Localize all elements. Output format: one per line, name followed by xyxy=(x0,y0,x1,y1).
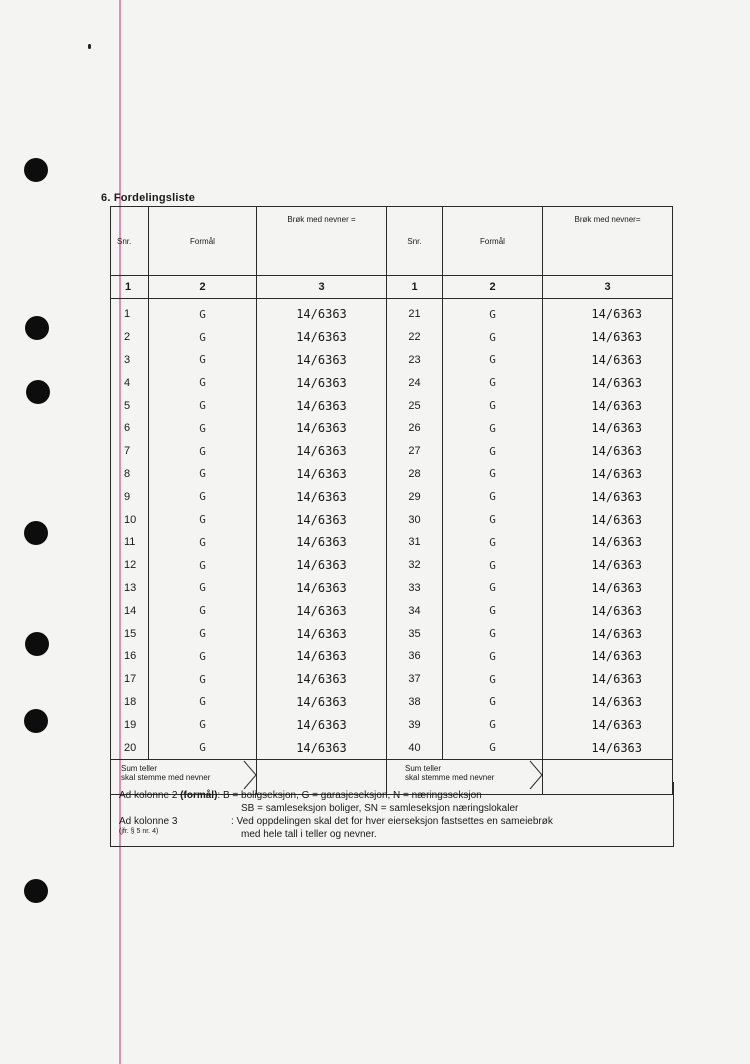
formal-cell: G xyxy=(443,508,543,531)
brok-cell: 14/6363 xyxy=(543,713,673,736)
formal-cell: G xyxy=(443,599,543,622)
formal-cell: G xyxy=(443,622,543,645)
table-row xyxy=(111,417,673,440)
snr-cell: 4 xyxy=(111,371,149,394)
column-number: 3 xyxy=(543,276,673,299)
brok-cell: 14/6363 xyxy=(257,303,387,326)
punch-hole xyxy=(26,380,50,404)
note-kolonne3-ref: (jfr. § 5 nr. 4) xyxy=(119,828,159,835)
section-title xyxy=(101,192,195,204)
table-row xyxy=(111,303,673,326)
snr-cell: 13 xyxy=(111,577,149,600)
table-row xyxy=(111,713,673,736)
formal-cell: G xyxy=(443,691,543,714)
formal-cell: G xyxy=(443,554,543,577)
note-kolonne2-line1: : B = boligseksjon, G = garasjeseksjon, N = næringsseksjon xyxy=(217,790,482,801)
brok-cell: 14/6363 xyxy=(543,531,673,554)
snr-cell: 7 xyxy=(111,440,149,463)
snr-cell: 14 xyxy=(111,599,149,622)
sum-line1: Sum teller xyxy=(405,763,442,773)
snr-cell: 6 xyxy=(111,417,149,440)
formal-cell: G xyxy=(149,736,257,759)
brok-cell: 14/6363 xyxy=(543,326,673,349)
snr-cell: 38 xyxy=(387,691,443,714)
snr-cell: 39 xyxy=(387,713,443,736)
table-row xyxy=(111,736,673,759)
table-row xyxy=(111,463,673,486)
snr-cell: 9 xyxy=(111,485,149,508)
formal-cell: G xyxy=(149,485,257,508)
formal-cell: G xyxy=(149,645,257,668)
table-row xyxy=(111,645,673,668)
punch-hole xyxy=(24,879,48,903)
brok-cell: 14/6363 xyxy=(257,668,387,691)
formal-cell: G xyxy=(149,417,257,440)
table-row xyxy=(111,326,673,349)
snr-cell: 27 xyxy=(387,440,443,463)
brok-cell: 14/6363 xyxy=(543,371,673,394)
snr-cell: 5 xyxy=(111,394,149,417)
brok-cell: 14/6363 xyxy=(543,463,673,486)
table-row xyxy=(111,622,673,645)
table-row xyxy=(111,554,673,577)
brok-cell: 14/6363 xyxy=(257,622,387,645)
formal-cell: G xyxy=(149,554,257,577)
snr-cell: 10 xyxy=(111,508,149,531)
header-brok: Brøk med nevner = xyxy=(257,207,387,276)
formal-cell: G xyxy=(149,622,257,645)
note-kolonne2-bold: (formål) xyxy=(180,790,218,801)
formal-cell: G xyxy=(149,349,257,372)
snr-cell: 34 xyxy=(387,599,443,622)
snr-cell: 37 xyxy=(387,668,443,691)
formal-cell: G xyxy=(443,440,543,463)
formal-cell: G xyxy=(149,577,257,600)
sum-line2: skal stemme med nevner xyxy=(405,772,495,782)
snr-cell: 33 xyxy=(387,577,443,600)
note-kolonne2-line2: SB = samleseksjon boliger, SN = samleseksjon næringslokaler xyxy=(241,803,519,814)
brok-cell: 14/6363 xyxy=(257,326,387,349)
table-row xyxy=(111,577,673,600)
brok-cell: 14/6363 xyxy=(257,713,387,736)
snr-cell: 36 xyxy=(387,645,443,668)
brok-cell: 14/6363 xyxy=(543,622,673,645)
table-row xyxy=(111,531,673,554)
brok-cell: 14/6363 xyxy=(257,349,387,372)
formal-cell: G xyxy=(443,531,543,554)
header-brok-right: Brøk med nevner= xyxy=(543,207,673,276)
snr-cell: 16 xyxy=(111,645,149,668)
formal-cell: G xyxy=(149,599,257,622)
brok-cell: 14/6363 xyxy=(543,577,673,600)
brok-cell: 14/6363 xyxy=(543,394,673,417)
brok-cell: 14/6363 xyxy=(257,736,387,759)
column-number: 2 xyxy=(149,276,257,299)
brok-cell: 14/6363 xyxy=(543,508,673,531)
brok-cell: 14/6363 xyxy=(257,508,387,531)
distribution-table xyxy=(110,206,673,795)
snr-cell: 18 xyxy=(111,691,149,714)
section-number: 6. xyxy=(101,192,111,204)
formal-cell: G xyxy=(149,463,257,486)
brok-cell: 14/6363 xyxy=(257,531,387,554)
formal-cell: G xyxy=(443,303,543,326)
brok-cell: 14/6363 xyxy=(543,736,673,759)
table-header-row xyxy=(111,207,673,276)
brok-cell: 14/6363 xyxy=(543,668,673,691)
snr-cell: 12 xyxy=(111,554,149,577)
table-row xyxy=(111,485,673,508)
table-row xyxy=(111,668,673,691)
note-kolonne3-line1: : Ved oppdelingen skal det for hver eierseksjon fastsettes en sameiebrøk xyxy=(231,816,553,827)
brok-cell: 14/6363 xyxy=(257,440,387,463)
column-number: 3 xyxy=(257,276,387,299)
snr-cell: 19 xyxy=(111,713,149,736)
notes-box xyxy=(110,782,674,847)
formal-cell: G xyxy=(443,736,543,759)
snr-cell: 1 xyxy=(111,303,149,326)
brok-cell: 14/6363 xyxy=(543,349,673,372)
formal-cell: G xyxy=(149,326,257,349)
snr-cell: 11 xyxy=(111,531,149,554)
snr-cell: 30 xyxy=(387,508,443,531)
brok-cell: 14/6363 xyxy=(257,691,387,714)
punch-hole xyxy=(24,158,48,182)
formal-cell: G xyxy=(149,371,257,394)
formal-cell: G xyxy=(149,713,257,736)
table-row xyxy=(111,371,673,394)
snr-cell: 25 xyxy=(387,394,443,417)
snr-cell: 17 xyxy=(111,668,149,691)
snr-cell: 20 xyxy=(111,736,149,759)
brok-cell: 14/6363 xyxy=(543,417,673,440)
snr-cell: 3 xyxy=(111,349,149,372)
table-row xyxy=(111,599,673,622)
snr-cell: 24 xyxy=(387,371,443,394)
snr-cell: 35 xyxy=(387,622,443,645)
snr-cell: 26 xyxy=(387,417,443,440)
note-kolonne3-line2: med hele tall i teller og nevner. xyxy=(241,829,377,840)
brok-cell: 14/6363 xyxy=(543,303,673,326)
brok-cell: 14/6363 xyxy=(257,554,387,577)
formal-cell: G xyxy=(443,326,543,349)
formal-cell: G xyxy=(149,531,257,554)
formal-cell: G xyxy=(149,394,257,417)
punch-hole xyxy=(25,316,49,340)
column-number: 1 xyxy=(111,276,149,299)
punch-hole xyxy=(25,632,49,656)
brok-cell: 14/6363 xyxy=(543,554,673,577)
section-title-text: Fordelingsliste xyxy=(113,192,196,204)
brok-cell: 14/6363 xyxy=(257,417,387,440)
brok-cell: 14/6363 xyxy=(543,485,673,508)
formal-cell: G xyxy=(443,577,543,600)
header-snr-right: Snr. xyxy=(387,207,443,276)
formal-cell: G xyxy=(443,485,543,508)
formal-cell: G xyxy=(149,508,257,531)
formal-cell: G xyxy=(149,691,257,714)
formal-cell: G xyxy=(443,349,543,372)
formal-cell: G xyxy=(443,713,543,736)
note-kolonne2-label: Ad kolonne 2 xyxy=(119,790,181,801)
note-kolonne2 xyxy=(119,790,482,801)
formal-cell: G xyxy=(443,394,543,417)
formal-cell: G xyxy=(149,303,257,326)
formal-cell: G xyxy=(443,645,543,668)
snr-cell: 28 xyxy=(387,463,443,486)
snr-cell: 31 xyxy=(387,531,443,554)
column-number: 2 xyxy=(443,276,543,299)
brok-cell: 14/6363 xyxy=(257,394,387,417)
snr-cell: 22 xyxy=(387,326,443,349)
brok-cell: 14/6363 xyxy=(543,691,673,714)
brok-cell: 14/6363 xyxy=(257,485,387,508)
punch-hole xyxy=(24,709,48,733)
snr-cell: 40 xyxy=(387,736,443,759)
snr-cell: 32 xyxy=(387,554,443,577)
table-row xyxy=(111,691,673,714)
formal-cell: G xyxy=(443,371,543,394)
ink-speck xyxy=(88,44,91,49)
brok-cell: 14/6363 xyxy=(543,645,673,668)
snr-cell: 15 xyxy=(111,622,149,645)
sum-line1: Sum teller xyxy=(121,763,158,773)
note-kolonne3-label: Ad kolonne 3 xyxy=(119,816,178,827)
punch-hole xyxy=(24,521,48,545)
formal-cell: G xyxy=(443,668,543,691)
snr-cell: 23 xyxy=(387,349,443,372)
brok-cell: 14/6363 xyxy=(543,440,673,463)
snr-cell: 2 xyxy=(111,326,149,349)
formal-cell: G xyxy=(149,668,257,691)
table-row xyxy=(111,508,673,531)
header-snr: Snr. xyxy=(111,207,149,276)
brok-cell: 14/6363 xyxy=(543,599,673,622)
formal-cell: G xyxy=(443,463,543,486)
header-formal-right: Formål xyxy=(443,207,543,276)
header-formal: Formål xyxy=(149,207,257,276)
brok-cell: 14/6363 xyxy=(257,463,387,486)
snr-cell: 8 xyxy=(111,463,149,486)
table-row xyxy=(111,440,673,463)
brok-cell: 14/6363 xyxy=(257,371,387,394)
brok-cell: 14/6363 xyxy=(257,577,387,600)
formal-cell: G xyxy=(149,440,257,463)
column-number: 1 xyxy=(387,276,443,299)
column-number-row xyxy=(111,276,673,299)
brok-cell: 14/6363 xyxy=(257,599,387,622)
table-row xyxy=(111,394,673,417)
snr-cell: 21 xyxy=(387,303,443,326)
snr-cell: 29 xyxy=(387,485,443,508)
brok-cell: 14/6363 xyxy=(257,645,387,668)
sum-line2: skal stemme med nevner xyxy=(121,772,211,782)
formal-cell: G xyxy=(443,417,543,440)
table-row xyxy=(111,349,673,372)
